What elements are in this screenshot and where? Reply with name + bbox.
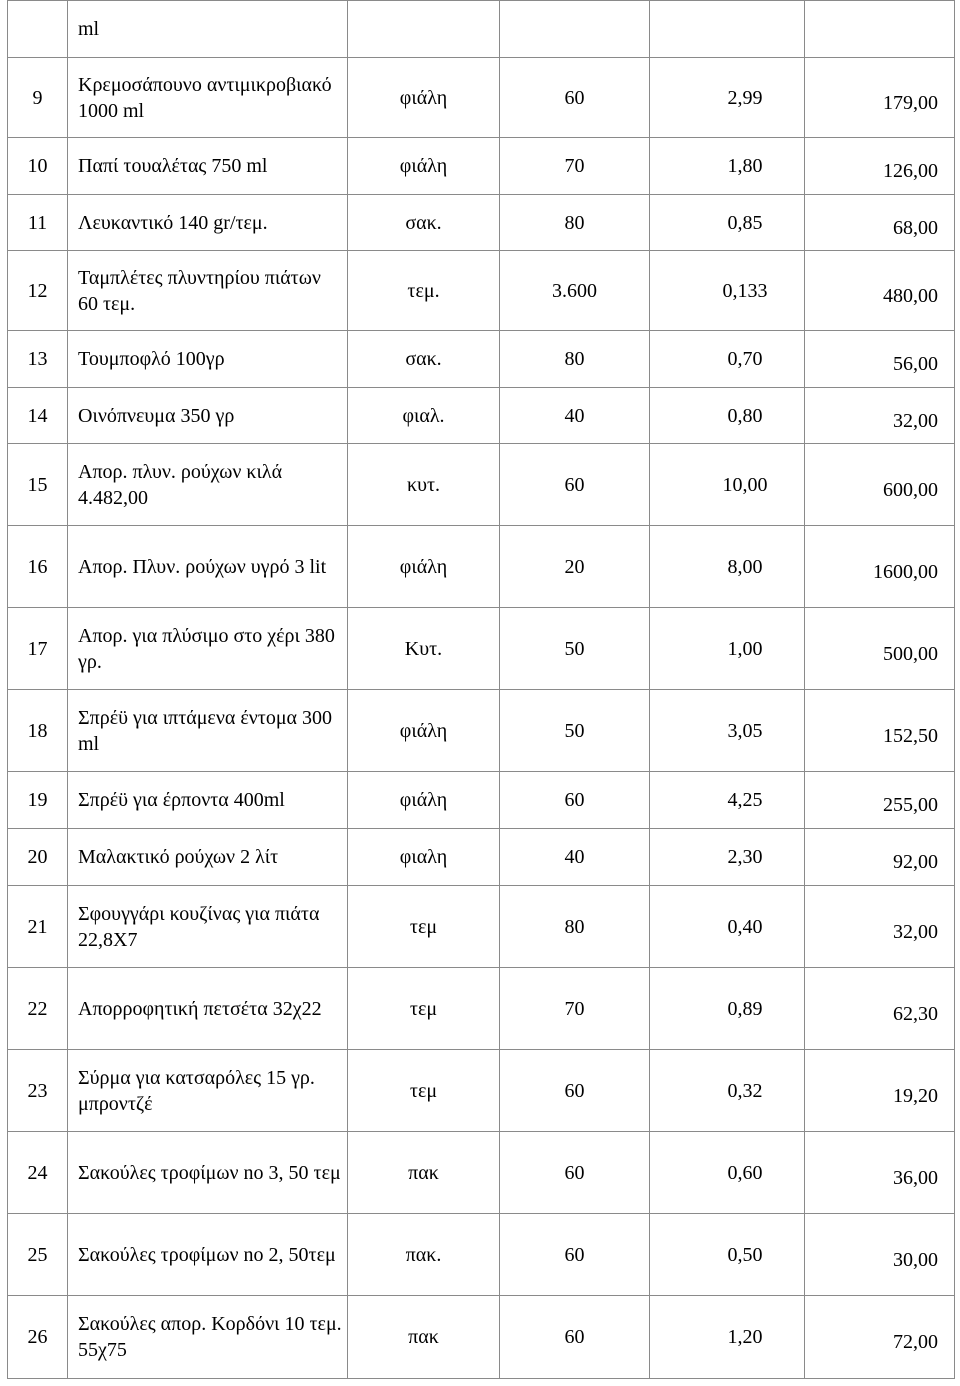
- item-quantity: 60: [500, 1214, 650, 1296]
- item-unit: τεμ: [348, 886, 500, 968]
- item-description: Σακούλες απορ. Κορδόνι 10 τεμ. 55χ75: [68, 1296, 348, 1379]
- item-unit: πακ.: [348, 1214, 500, 1296]
- item-number: 11: [8, 195, 68, 251]
- item-number: 13: [8, 331, 68, 388]
- item-total: 1600,00: [805, 526, 955, 608]
- item-description: Οινόπνευμα 350 γρ: [68, 388, 348, 444]
- item-description: Απορροφητική πετσέτα 32χ22: [68, 968, 348, 1050]
- item-unit-price: 1,80: [650, 138, 805, 195]
- item-quantity: [500, 1, 650, 58]
- item-unit: τεμ.: [348, 251, 500, 331]
- item-unit-price: [650, 1, 805, 58]
- item-unit: πακ: [348, 1296, 500, 1379]
- table-row: [8, 388, 955, 444]
- item-number: 12: [8, 251, 68, 331]
- item-description: Απορ. πλυν. ρούχων κιλά 4.482,00: [68, 444, 348, 526]
- item-unit: φιάλη: [348, 772, 500, 829]
- item-quantity: 70: [500, 968, 650, 1050]
- item-quantity: 20: [500, 526, 650, 608]
- item-number: 18: [8, 690, 68, 772]
- table-row: [8, 138, 955, 195]
- item-total: [805, 1, 955, 58]
- item-description: Μαλακτικό ρούχων 2 λίτ: [68, 829, 348, 886]
- item-unit-price: 0,80: [650, 388, 805, 444]
- item-number: 15: [8, 444, 68, 526]
- item-unit-price: 2,99: [650, 58, 805, 138]
- item-total: 68,00: [805, 195, 955, 251]
- item-description: Παπί τουαλέτας 750 ml: [68, 138, 348, 195]
- table-row: [8, 772, 955, 829]
- item-quantity: 50: [500, 690, 650, 772]
- item-total: 600,00: [805, 444, 955, 526]
- item-unit-price: 10,00: [650, 444, 805, 526]
- table-row: [8, 1214, 955, 1296]
- item-unit: φιάλη: [348, 526, 500, 608]
- item-quantity: 40: [500, 829, 650, 886]
- table-row: [8, 1132, 955, 1214]
- table-row: [8, 444, 955, 526]
- item-unit-price: 0,60: [650, 1132, 805, 1214]
- item-unit-price: 0,89: [650, 968, 805, 1050]
- item-unit-price: 0,32: [650, 1050, 805, 1132]
- item-unit: φιαλη: [348, 829, 500, 886]
- item-quantity: 3.600: [500, 251, 650, 331]
- table-row: [8, 968, 955, 1050]
- item-number: 9: [8, 58, 68, 138]
- item-description: Ταμπλέτες πλυντηρίου πιάτων 60 τεμ.: [68, 251, 348, 331]
- item-total: 179,00: [805, 58, 955, 138]
- item-total: 30,00: [805, 1214, 955, 1296]
- item-description: Λευκαντικό 140 gr/τεμ.: [68, 195, 348, 251]
- item-description: Τουμποφλό 100γρ: [68, 331, 348, 388]
- item-description: Κρεμοσάπουνο αντιμικροβιακό 1000 ml: [68, 58, 348, 138]
- item-number: [8, 1, 68, 58]
- table-row: [8, 1296, 955, 1379]
- item-unit-price: 3,05: [650, 690, 805, 772]
- item-total: 19,20: [805, 1050, 955, 1132]
- table-row: [8, 1050, 955, 1132]
- item-number: 21: [8, 886, 68, 968]
- table-row: [8, 251, 955, 331]
- item-description: Σύρμα για κατσαρόλες 15 γρ. μπροντζέ: [68, 1050, 348, 1132]
- item-quantity: 80: [500, 886, 650, 968]
- item-total: 480,00: [805, 251, 955, 331]
- item-number: 10: [8, 138, 68, 195]
- table-body: [8, 1, 955, 1379]
- item-unit: φιάλη: [348, 58, 500, 138]
- item-unit-price: 1,20: [650, 1296, 805, 1379]
- item-total: 72,00: [805, 1296, 955, 1379]
- item-quantity: 60: [500, 772, 650, 829]
- item-unit-price: 4,25: [650, 772, 805, 829]
- item-unit-price: 0,85: [650, 195, 805, 251]
- item-unit: φιάλη: [348, 138, 500, 195]
- item-quantity: 70: [500, 138, 650, 195]
- item-quantity: 60: [500, 1050, 650, 1132]
- item-quantity: 60: [500, 58, 650, 138]
- item-unit: τεμ: [348, 1050, 500, 1132]
- item-unit: φιαλ.: [348, 388, 500, 444]
- table-row: [8, 331, 955, 388]
- item-number: 14: [8, 388, 68, 444]
- item-description: Σακούλες τροφίμων no 2, 50τεμ: [68, 1214, 348, 1296]
- table-row: [8, 690, 955, 772]
- item-unit: φιάλη: [348, 690, 500, 772]
- item-unit: σακ.: [348, 331, 500, 388]
- item-unit: [348, 1, 500, 58]
- item-unit-price: 1,00: [650, 608, 805, 690]
- item-number: 23: [8, 1050, 68, 1132]
- item-total: 500,00: [805, 608, 955, 690]
- item-unit: Κυτ.: [348, 608, 500, 690]
- item-number: 19: [8, 772, 68, 829]
- item-total: 36,00: [805, 1132, 955, 1214]
- item-quantity: 60: [500, 444, 650, 526]
- table-row: [8, 1, 955, 58]
- supplies-table: [7, 0, 955, 1379]
- item-unit-price: 0,70: [650, 331, 805, 388]
- item-quantity: 60: [500, 1132, 650, 1214]
- item-quantity: 50: [500, 608, 650, 690]
- item-number: 22: [8, 968, 68, 1050]
- item-unit-price: 0,40: [650, 886, 805, 968]
- item-description: Σπρέϋ για ιπτάμενα έντομα 300 ml: [68, 690, 348, 772]
- table-row: [8, 829, 955, 886]
- item-description: Σπρέϋ για έρποντα 400ml: [68, 772, 348, 829]
- item-unit: κυτ.: [348, 444, 500, 526]
- item-total: 32,00: [805, 388, 955, 444]
- item-description: Απορ. για πλύσιμο στο χέρι 380 γρ.: [68, 608, 348, 690]
- item-total: 255,00: [805, 772, 955, 829]
- item-quantity: 80: [500, 195, 650, 251]
- item-number: 17: [8, 608, 68, 690]
- table-row: [8, 58, 955, 138]
- table-row: [8, 195, 955, 251]
- item-total: 62,30: [805, 968, 955, 1050]
- item-total: 126,00: [805, 138, 955, 195]
- item-description: ml: [68, 1, 348, 58]
- table-row: [8, 526, 955, 608]
- item-description: Απορ. Πλυν. ρούχων υγρό 3 lit: [68, 526, 348, 608]
- item-total: 32,00: [805, 886, 955, 968]
- item-number: 25: [8, 1214, 68, 1296]
- item-unit: πακ: [348, 1132, 500, 1214]
- item-total: 92,00: [805, 829, 955, 886]
- item-number: 26: [8, 1296, 68, 1379]
- item-number: 20: [8, 829, 68, 886]
- item-number: 24: [8, 1132, 68, 1214]
- item-unit: τεμ: [348, 968, 500, 1050]
- item-unit-price: 0,50: [650, 1214, 805, 1296]
- table-row: [8, 608, 955, 690]
- item-total: 56,00: [805, 331, 955, 388]
- item-unit-price: 0,133: [650, 251, 805, 331]
- item-description: Σακούλες τροφίμων no 3, 50 τεμ: [68, 1132, 348, 1214]
- table-row: [8, 886, 955, 968]
- item-unit-price: 8,00: [650, 526, 805, 608]
- item-quantity: 40: [500, 388, 650, 444]
- item-quantity: 80: [500, 331, 650, 388]
- item-total: 152,50: [805, 690, 955, 772]
- item-quantity: 60: [500, 1296, 650, 1379]
- item-number: 16: [8, 526, 68, 608]
- item-unit-price: 2,30: [650, 829, 805, 886]
- item-unit: σακ.: [348, 195, 500, 251]
- item-description: Σφουγγάρι κουζίνας για πιάτα 22,8Χ7: [68, 886, 348, 968]
